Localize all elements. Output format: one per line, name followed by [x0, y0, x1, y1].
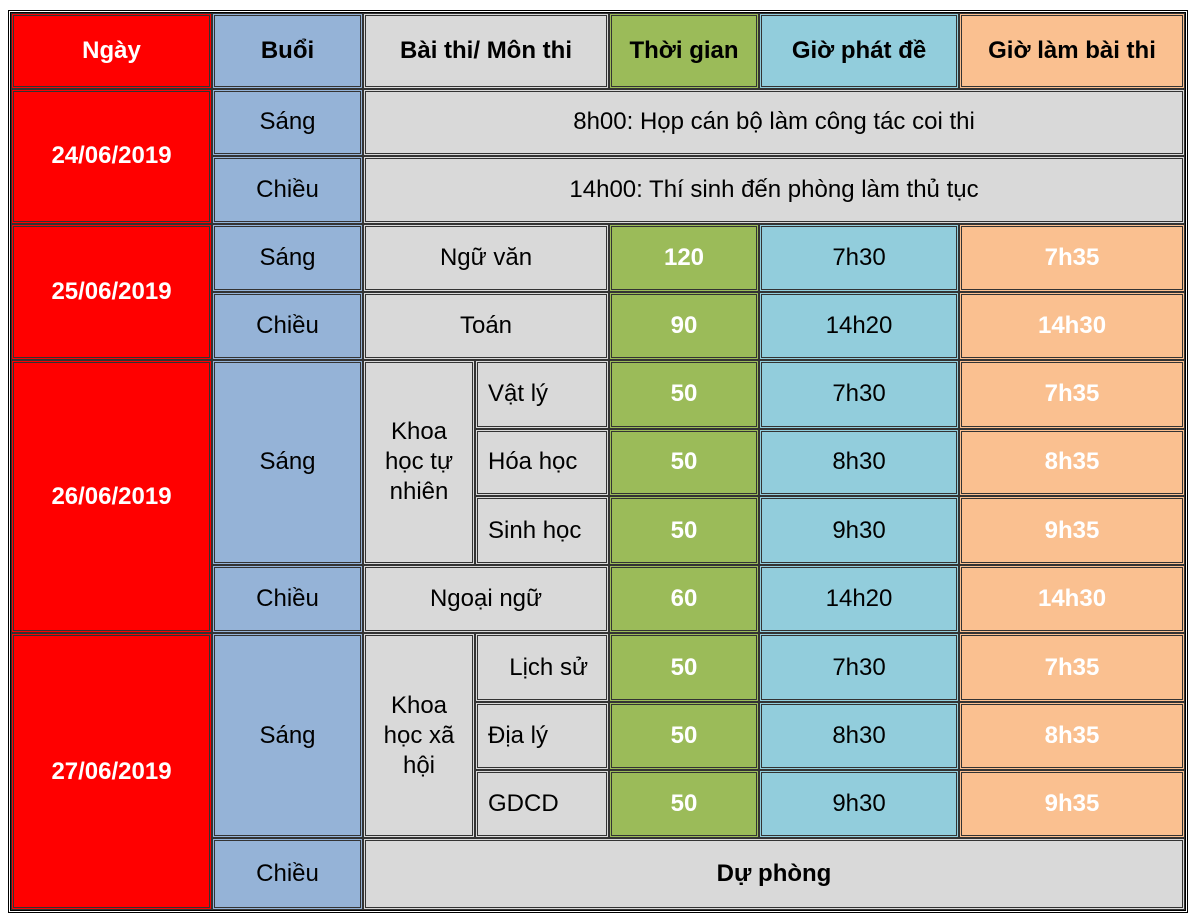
- date-cell: 26/06/2019: [11, 360, 212, 633]
- duration-cell: 120: [609, 224, 759, 293]
- table-row: [11, 89, 1185, 157]
- duration-cell: 50: [609, 429, 759, 497]
- subject-cell: Hóa học: [475, 429, 609, 497]
- subject-cell: Lịch sử: [475, 633, 609, 702]
- subject-cell: Ngữ văn: [363, 224, 609, 293]
- start-time-cell: 14h30: [959, 292, 1185, 360]
- header-duration: Thời gian: [609, 13, 759, 89]
- session-cell: Chiều: [212, 292, 363, 360]
- date-cell: 27/06/2019: [11, 633, 212, 910]
- release-time-cell: 8h30: [759, 702, 959, 770]
- table-row: [11, 224, 1185, 293]
- start-time-cell: 8h35: [959, 429, 1185, 497]
- note-cell: Dự phòng: [363, 838, 1185, 910]
- subject-cell: GDCD: [475, 770, 609, 839]
- exam-schedule-frame: [8, 10, 1188, 913]
- header-row: [11, 13, 1185, 89]
- duration-cell: 50: [609, 496, 759, 565]
- header-start-time: Giờ làm bài thi: [959, 13, 1185, 89]
- release-time-cell: 8h30: [759, 429, 959, 497]
- release-time-cell: 14h20: [759, 292, 959, 360]
- table-row: [11, 360, 1185, 429]
- header-session: Buổi: [212, 13, 363, 89]
- session-cell: Sáng: [212, 633, 363, 838]
- release-time-cell: 14h20: [759, 565, 959, 634]
- subject-cell: Địa lý: [475, 702, 609, 770]
- subject-cell: Sinh học: [475, 496, 609, 565]
- session-cell: Sáng: [212, 360, 363, 565]
- start-time-cell: 9h35: [959, 770, 1185, 839]
- release-time-cell: 7h30: [759, 360, 959, 429]
- subject-group-cell: Khoa học xã hội: [363, 633, 475, 838]
- duration-cell: 50: [609, 360, 759, 429]
- release-time-cell: 9h30: [759, 496, 959, 565]
- session-cell: Chiều: [212, 838, 363, 910]
- duration-cell: 90: [609, 292, 759, 360]
- header-release-time: Giờ phát đề: [759, 13, 959, 89]
- start-time-cell: 7h35: [959, 224, 1185, 293]
- session-cell: Sáng: [212, 89, 363, 157]
- table-row: [11, 633, 1185, 702]
- start-time-cell: 7h35: [959, 633, 1185, 702]
- duration-cell: 60: [609, 565, 759, 634]
- subject-group-cell: Khoa học tự nhiên: [363, 360, 475, 565]
- session-cell: Chiều: [212, 156, 363, 224]
- session-cell: Sáng: [212, 224, 363, 293]
- note-cell: 8h00: Họp cán bộ làm công tác coi thi: [363, 89, 1185, 157]
- date-cell: 24/06/2019: [11, 89, 212, 224]
- header-subject: Bài thi/ Môn thi: [363, 13, 609, 89]
- start-time-cell: 9h35: [959, 496, 1185, 565]
- release-time-cell: 9h30: [759, 770, 959, 839]
- duration-cell: 50: [609, 770, 759, 839]
- subject-cell: Vật lý: [475, 360, 609, 429]
- subject-cell: Toán: [363, 292, 609, 360]
- duration-cell: 50: [609, 633, 759, 702]
- start-time-cell: 14h30: [959, 565, 1185, 634]
- subject-cell: Ngoại ngữ: [363, 565, 609, 634]
- header-date: Ngày: [11, 13, 212, 89]
- exam-schedule-table: [11, 13, 1185, 910]
- date-cell: 25/06/2019: [11, 224, 212, 360]
- release-time-cell: 7h30: [759, 633, 959, 702]
- duration-cell: 50: [609, 702, 759, 770]
- release-time-cell: 7h30: [759, 224, 959, 293]
- note-cell: 14h00: Thí sinh đến phòng làm thủ tục: [363, 156, 1185, 224]
- session-cell: Chiều: [212, 565, 363, 634]
- start-time-cell: 7h35: [959, 360, 1185, 429]
- start-time-cell: 8h35: [959, 702, 1185, 770]
